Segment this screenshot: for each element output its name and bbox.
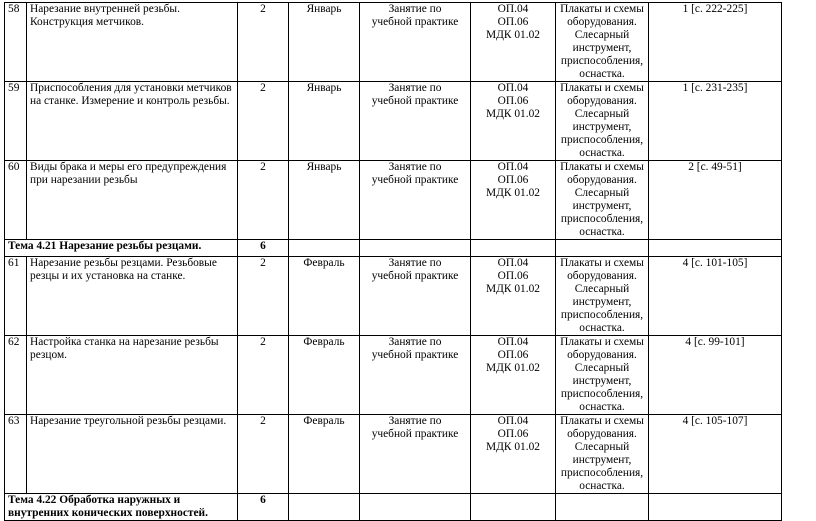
lesson-codes-line: ОП.04 [497,257,529,269]
lesson-codes [471,415,556,494]
lesson-equipment-line: инструмент, [572,42,632,54]
lesson-equipment-line: инструмент, [572,375,632,387]
lesson-equipment-line: оборудования. [567,16,637,28]
lesson-topic: Нарезание внутренней резьбы. Конструкция метчиков. [27,3,238,82]
lesson-month: Февраль [289,415,360,494]
lesson-equipment [556,336,649,415]
lesson-equipment-line: Плакаты и схемы [560,161,644,173]
topic-hours: 6 [238,494,289,521]
empty-cell [289,494,360,521]
lesson-number: 60 [5,161,27,240]
lesson-topic: Приспособления для установки метчиков на станке. Измерение и контроль резьбы. [27,82,238,161]
lesson-hours: 2 [238,3,289,82]
lesson-codes-line: ОП.06 [497,174,529,186]
lesson-equipment-line: приспособления, [560,134,644,146]
empty-cell [360,494,471,521]
lesson-type [360,82,471,161]
lesson-reference: 2 [с. 49-51] [649,161,782,240]
lesson-equipment-line: Слесарный [574,187,630,199]
lesson-codes [471,161,556,240]
lesson-codes-line: ОП.06 [497,349,529,361]
table-body [5,3,782,521]
lesson-equipment-line: приспособления, [560,388,644,400]
lesson-equipment-line: приспособления, [560,55,644,67]
lesson-month: Январь [289,3,360,82]
lesson-type-line: Занятие по [388,336,442,348]
lesson-codes [471,82,556,161]
lesson-equipment-line: оснастка. [579,401,625,413]
empty-cell [649,240,782,257]
lesson-topic: Виды брака и меры его предупреждения при нарезании резьбы [27,161,238,240]
lesson-codes-line: МДК 01.02 [486,283,540,295]
table-row [5,82,782,161]
lesson-codes [471,257,556,336]
table-row [5,3,782,82]
lesson-type-line: Занятие по [388,3,442,15]
lesson-type-line: учебной практике [371,95,459,107]
lesson-number: 62 [5,336,27,415]
lesson-equipment-line: оснастка. [579,147,625,159]
topic-row [5,240,782,257]
lesson-type-line: Занятие по [388,415,442,427]
lesson-type [360,336,471,415]
topic-row [5,494,782,521]
lesson-equipment-line: оснастка. [579,226,625,238]
lesson-equipment-line: оборудования. [567,174,637,186]
lesson-reference: 4 [с. 101-105] [649,257,782,336]
empty-cell [289,240,360,257]
lesson-codes-line: ОП.06 [497,95,529,107]
lesson-reference: 1 [с. 231-235] [649,82,782,161]
lesson-equipment-line: оснастка. [579,68,625,80]
lesson-type [360,3,471,82]
table-row [5,161,782,240]
lesson-hours: 2 [238,257,289,336]
lesson-month: Февраль [289,257,360,336]
lesson-equipment-line: Плакаты и схемы [560,336,644,348]
lesson-codes-line: МДК 01.02 [486,187,540,199]
lesson-codes-line: ОП.06 [497,16,529,28]
lesson-equipment-line: Слесарный [574,362,630,374]
lesson-equipment-line: Слесарный [574,283,630,295]
table-row [5,336,782,415]
lesson-codes [471,336,556,415]
lesson-type-line: Занятие по [388,161,442,173]
lesson-codes-line: МДК 01.02 [486,362,540,374]
lesson-reference: 4 [с. 105-107] [649,415,782,494]
lesson-topic: Нарезание треугольной резьбы резцами. [27,415,238,494]
lesson-type-line: учебной практике [371,428,459,440]
lesson-number: 61 [5,257,27,336]
lesson-codes-line: ОП.04 [497,161,529,173]
lesson-month: Январь [289,161,360,240]
lesson-equipment-line: инструмент, [572,454,632,466]
lesson-codes-line: ОП.06 [497,428,529,440]
curriculum-table [4,2,782,521]
lesson-hours: 2 [238,336,289,415]
empty-cell [471,494,556,521]
lesson-type-line: учебной практике [371,349,459,361]
lesson-equipment-line: оснастка. [579,480,625,492]
table-row [5,257,782,336]
empty-cell [360,240,471,257]
empty-cell [471,240,556,257]
lesson-codes-line: МДК 01.02 [486,441,540,453]
lesson-equipment-line: приспособления, [560,467,644,479]
lesson-hours: 2 [238,82,289,161]
lesson-equipment-line: оборудования. [567,428,637,440]
lesson-month: Февраль [289,336,360,415]
lesson-type-line: Занятие по [388,82,442,94]
lesson-reference: 1 [с. 222-225] [649,3,782,82]
lesson-hours: 2 [238,415,289,494]
lesson-type-line: учебной практике [371,270,459,282]
lesson-codes-line: ОП.04 [497,3,529,15]
lesson-topic: Нарезание резьбы резцами. Резьбовые резцы и их установка на станке. [27,257,238,336]
lesson-number: 59 [5,82,27,161]
lesson-month: Январь [289,82,360,161]
empty-cell [649,494,782,521]
lesson-equipment-line: Плакаты и схемы [560,415,644,427]
lesson-codes [471,3,556,82]
lesson-equipment-line: оборудования. [567,270,637,282]
lesson-equipment-line: Слесарный [574,29,630,41]
lesson-reference: 4 [с. 99-101] [649,336,782,415]
lesson-equipment-line: Плакаты и схемы [560,3,644,15]
lesson-type-line: Занятие по [388,257,442,269]
lesson-number: 58 [5,3,27,82]
lesson-equipment [556,161,649,240]
lesson-codes-line: ОП.04 [497,415,529,427]
lesson-equipment-line: оборудования. [567,95,637,107]
lesson-equipment-line: Плакаты и схемы [560,82,644,94]
lesson-equipment-line: Слесарный [574,441,630,453]
lesson-type [360,257,471,336]
lesson-topic: Настройка станка на нарезание резьбы резцом. [27,336,238,415]
lesson-equipment-line: инструмент, [572,121,632,133]
empty-cell [556,494,649,521]
lesson-equipment-line: Плакаты и схемы [560,257,644,269]
empty-cell [556,240,649,257]
lesson-equipment-line: инструмент, [572,200,632,212]
lesson-type-line: учебной практике [371,16,459,28]
lesson-equipment-line: инструмент, [572,296,632,308]
lesson-codes-line: ОП.04 [497,336,529,348]
lesson-number: 63 [5,415,27,494]
lesson-equipment-line: оборудования. [567,349,637,361]
lesson-type [360,415,471,494]
lesson-equipment-line: Слесарный [574,108,630,120]
lesson-equipment [556,415,649,494]
lesson-type-line: учебной практике [371,174,459,186]
lesson-codes-line: ОП.04 [497,82,529,94]
lesson-equipment [556,3,649,82]
table-row [5,415,782,494]
lesson-codes-line: МДК 01.02 [486,29,540,41]
lesson-codes-line: МДК 01.02 [486,108,540,120]
lesson-type [360,161,471,240]
lesson-codes-line: ОП.06 [497,270,529,282]
topic-title: Тема 4.22 Обработка наружных и внутренних конических поверхностей. [5,494,238,521]
lesson-equipment-line: приспособления, [560,213,644,225]
lesson-equipment [556,82,649,161]
lesson-equipment-line: оснастка. [579,322,625,334]
topic-title: Тема 4.21 Нарезание резьбы резцами. [5,240,238,257]
lesson-equipment [556,257,649,336]
lesson-equipment-line: приспособления, [560,309,644,321]
lesson-hours: 2 [238,161,289,240]
topic-hours: 6 [238,240,289,257]
